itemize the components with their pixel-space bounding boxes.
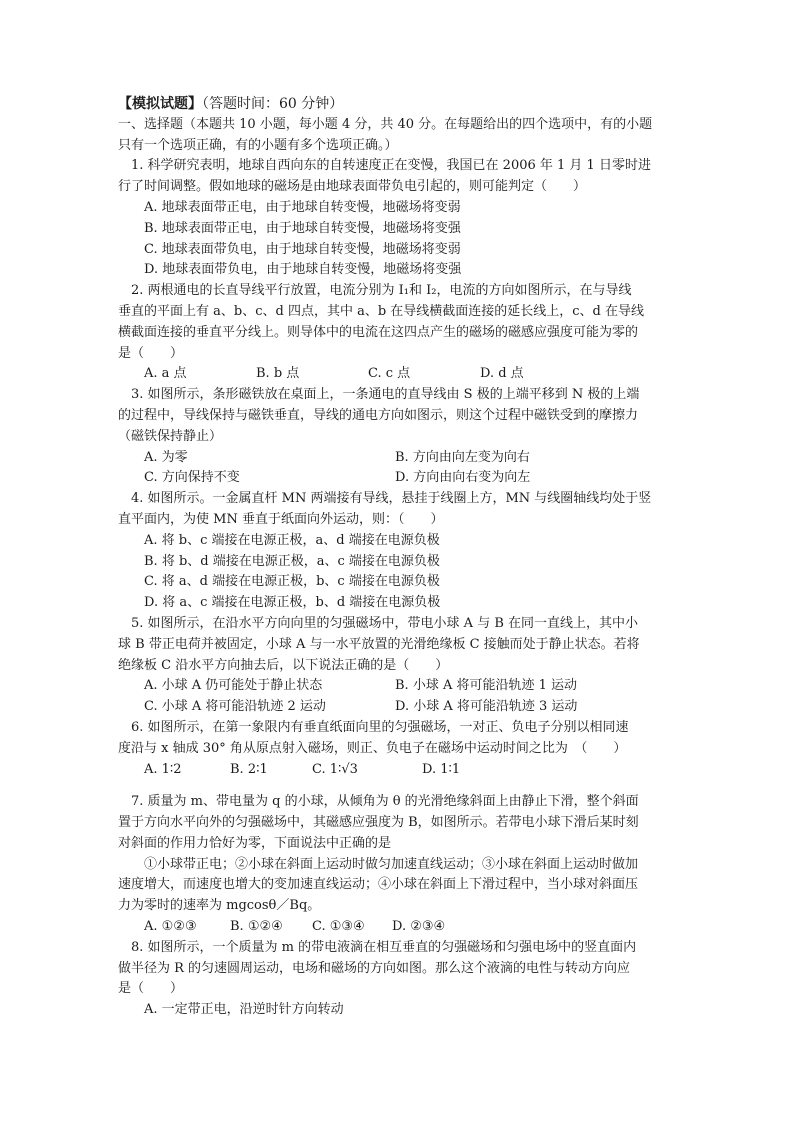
question-5-line-2: 球 B 带正电荷并被固定，小球 A 与一水平放置的光滑绝缘板 C 接触而处于静止状态。若将 (118, 636, 640, 652)
question-2-option-a: A. a 点 (144, 366, 187, 382)
question-1-option-c: C. 地球表面带负电，由于地球自转变慢，地磁场将变弱 (144, 241, 461, 257)
question-6-option-c: C. 1∶√3 (312, 761, 358, 777)
spacer (118, 780, 682, 792)
question-3 (118, 385, 682, 489)
question-8-line-3: 是（ ） (118, 981, 184, 997)
question-1 (118, 156, 682, 281)
question-3-options-row-1 (118, 448, 682, 469)
question-3-line-3: （磁铁保持静止） (118, 428, 223, 444)
question-4-line-2: 直平面内，为使 MN 垂直于纸面向外运动，则：（ ） (118, 511, 444, 527)
question-8-option-a: A. 一定带正电，沿逆时针方向转动 (144, 1002, 344, 1018)
question-7-option-b: B. ①②④ (230, 919, 283, 935)
question-5-option-d: D. 小球 A 将可能沿轨迹 3 运动 (395, 699, 578, 715)
question-8 (118, 938, 682, 1021)
question-8-line-2: 做半径为 R 的匀速圆周运动，电场和磁场的方向如图。那么这个液滴的电性与转动方向应 (118, 960, 631, 976)
question-2 (118, 281, 682, 385)
question-7 (118, 792, 682, 938)
question-6-option-b: B. 2∶1 (230, 761, 268, 777)
question-7-line-4: ①小球带正电；②小球在斜面上运动时做匀加速直线运动；③小球在斜面上运动时做加 (144, 856, 639, 872)
section-instructions-line-1: 一、选择题（本题共 10 小题，每小题 4 分，共 40 分。在每题给出的四个选项中，有的小题 (118, 116, 653, 132)
question-2-option-b: B. b 点 (256, 366, 300, 382)
question-1-line-1: 1. 科学研究表明，地球自西向东的自转速度正在变慢，我国已在 2006 年 1 月 1 日零时进 (131, 158, 651, 174)
question-5-option-c: C. 小球 A 将可能沿轨迹 2 运动 (144, 699, 326, 715)
question-7-options (118, 917, 682, 938)
question-3-line-1: 3. 如图所示，条形磁铁放在桌面上，一条通电的直导线由 S 极的上端平移到 N 极的上端 (131, 387, 640, 403)
question-5-line-3: 绝缘板 C 沿水平方向抽去后，以下说法正确的是（ ） (118, 657, 449, 673)
exam-header (118, 94, 682, 115)
question-7-line-3: 对斜面的作用力恰好为零，下面说法中正确的是 (118, 835, 392, 851)
question-3-option-d: D. 方向由向右变为向左 (395, 470, 531, 486)
question-3-options-row-2 (118, 468, 682, 489)
question-1-line-2: 行了时间调整。假如地球的磁场是由地球表面带负电引起的，则可能判定（ ） (118, 179, 587, 195)
question-7-line-2: 置于方向水平向外的匀强磁场中，其磁感应强度为 B，如图所示。若带电小球下滑后某时刻 (118, 815, 639, 831)
exam-title: 【模拟试题】 (118, 96, 202, 112)
question-4-line-1: 4. 如图所示。一金属直杆 MN 两端接有导线，悬挂于线圈上方，MN 与线圈轴线均处于竖 (131, 491, 652, 507)
question-8-line-1: 8. 如图所示，一个质量为 m 的带电液滴在相互垂直的匀强磁场和匀强电场中的竖直面内 (131, 939, 637, 955)
question-2-line-3: 横截面连接的垂直平分线上。则导体中的电流在这四点产生的磁场的磁感应强度可能为零的 (118, 324, 639, 340)
question-5-options-row-2 (118, 697, 682, 718)
question-4-option-a: A. 将 b、c 端接在电源正极，a、d 端接在电源负极 (144, 532, 440, 548)
question-2-line-4: 是（ ） (118, 345, 184, 361)
question-2-line-1: 2. 两根通电的长直导线平行放置，电流分别为 I₁和 I₂，电流的方向如图所示，在与导线 (131, 283, 632, 299)
question-6-options (118, 760, 682, 781)
question-7-option-d: D. ②③④ (392, 919, 446, 935)
question-5-option-a: A. 小球 A 仍可能处于静止状态 (144, 678, 323, 694)
question-5-option-b: B. 小球 A 将可能沿轨迹 1 运动 (395, 678, 578, 694)
question-3-option-a: A. 为零 (144, 449, 188, 465)
question-3-line-2: 的过程中，导线保持与磁铁垂直，导线的通电方向如图示，则这个过程中磁铁受到的摩擦力 (118, 407, 639, 423)
exam-duration: （答题时间：60 分钟） (202, 96, 344, 112)
question-6-line-1: 6. 如图所示，在第一象限内有垂直纸面向里的匀强磁场，一对正、负电子分别以相同速 (131, 719, 629, 735)
question-3-option-c: C. 方向保持不变 (144, 470, 240, 486)
question-4 (118, 489, 682, 614)
question-1-option-b: B. 地球表面带正电，由于地球自转变慢，地磁场将变强 (144, 220, 461, 236)
section-instructions-line-2: 只有一个选项正确，有的小题有多个选项正确。） (118, 137, 398, 153)
question-7-option-a: A. ①②③ (144, 919, 197, 935)
question-6-option-a: A. 1∶2 (144, 761, 182, 777)
question-4-option-d: D. 将 a、c 端接在电源正极，b、d 端接在电源负极 (144, 595, 441, 611)
question-1-option-d: D. 地球表面带负电，由于地球自转变慢，地磁场将变强 (144, 262, 462, 278)
question-2-line-2: 垂直的平面上有 a、b、c、d 四点，其中 a、b 在导线横截面连接的延长线上，c、d 在导线 (118, 303, 645, 319)
question-2-options (118, 364, 682, 385)
question-4-option-b: B. 将 b、d 端接在电源正极，a、c 端接在电源负极 (144, 553, 440, 569)
question-7-option-c: C. ①③④ (312, 919, 365, 935)
question-5-line-1: 5. 如图所示，在沿水平方向向里的匀强磁场中，带电小球 A 与 B 在同一直线上，其中小 (131, 615, 639, 631)
question-1-option-a: A. 地球表面带正电，由于地球自转变慢，地磁场将变弱 (144, 199, 461, 215)
question-5-options-row-1 (118, 676, 682, 697)
question-3-option-b: B. 方向由向左变为向右 (395, 449, 530, 465)
question-2-option-d: D. d 点 (480, 366, 524, 382)
question-6 (118, 718, 682, 780)
question-2-option-c: C. c 点 (368, 366, 411, 382)
question-7-line-1: 7. 质量为 m、带电量为 q 的小球，从倾角为 θ 的光滑绝缘斜面上由静止下滑，整个斜面 (131, 794, 639, 810)
exam-page (118, 94, 682, 1021)
question-6-option-d: D. 1∶1 (422, 761, 461, 777)
question-5 (118, 614, 682, 718)
question-6-line-2: 度沿与 x 轴成 30° 角从原点射入磁场，则正、负电子在磁场中运动时间之比为 （ ） (118, 740, 627, 756)
question-7-line-6: 力为零时的速率为 mgcosθ／Bq。 (118, 898, 321, 914)
question-7-line-5: 速度增大，而速度也增大的变加速直线运动；④小球在斜面上下滑过程中，当小球对斜面压 (118, 877, 639, 893)
question-4-option-c: C. 将 a、d 端接在电源正极，b、c 端接在电源负极 (144, 574, 440, 590)
